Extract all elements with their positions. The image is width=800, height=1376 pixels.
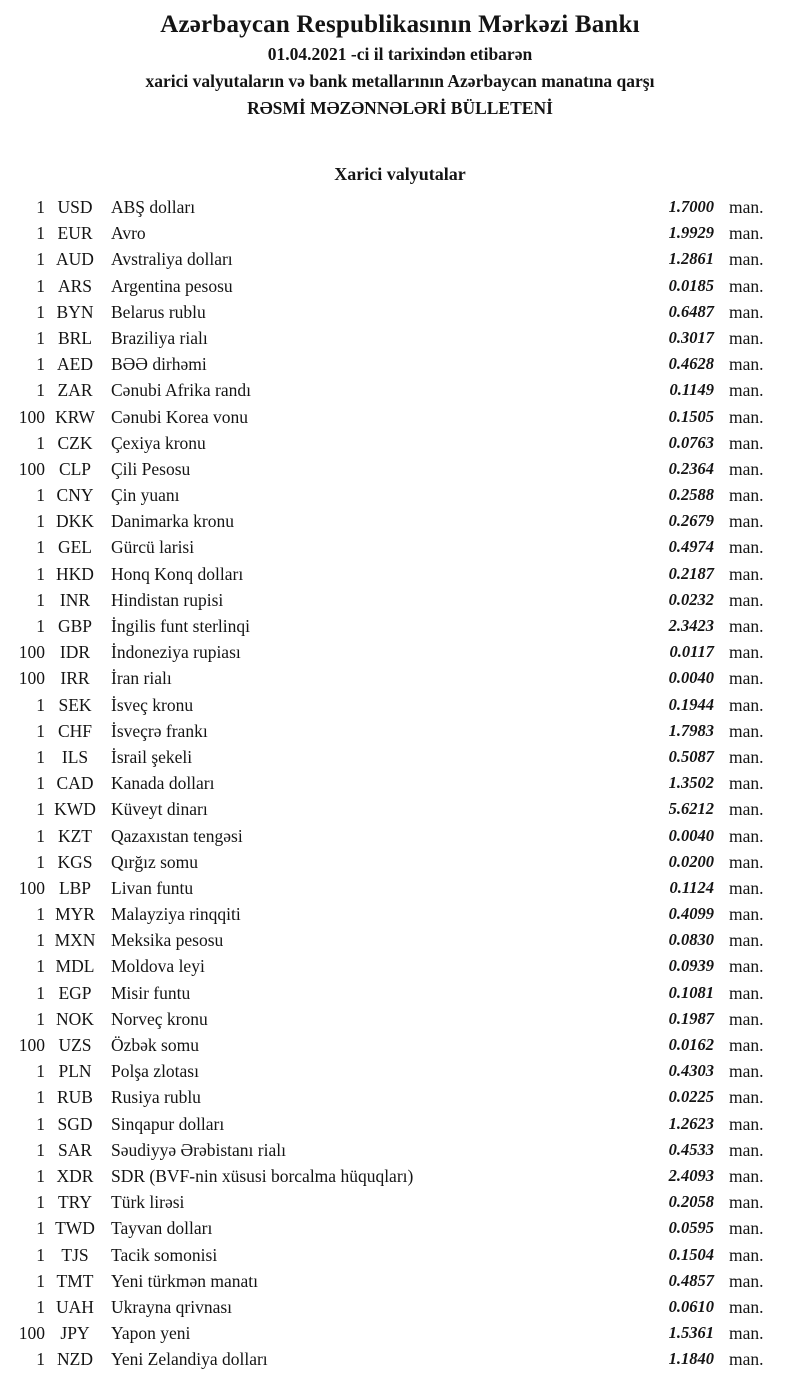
- rate-row: [0, 613, 800, 639]
- currency-name-cell: Livan funtu: [111, 877, 194, 898]
- nominal-cell: 1: [36, 1061, 45, 1082]
- rate-row: [0, 744, 800, 770]
- currency-name-cell: Qırğız somu: [111, 851, 199, 872]
- nominal-cell: 1: [36, 432, 45, 453]
- unit-cell: man.: [729, 432, 764, 453]
- rate-row: [0, 1032, 800, 1058]
- unit-cell: man.: [729, 668, 764, 689]
- nominal-cell: 100: [18, 1323, 45, 1344]
- unit-cell: man.: [729, 223, 764, 244]
- currency-code-cell: ZAR: [57, 380, 93, 401]
- currency-name-cell: Argentina pesosu: [111, 275, 233, 296]
- currency-code-cell: GBP: [57, 616, 93, 636]
- rate-value-cell: 0.0040: [668, 825, 714, 845]
- currency-name-cell: Danimarka kronu: [111, 511, 234, 532]
- currency-code-cell: KRW: [55, 406, 95, 427]
- nominal-cell: 1: [36, 1296, 45, 1317]
- rate-value-cell: 0.0117: [669, 642, 714, 662]
- rate-row: [0, 1189, 800, 1215]
- rate-value-cell: 1.2623: [668, 1113, 714, 1133]
- currency-code-cell: CAD: [56, 773, 94, 794]
- nominal-cell: 1: [36, 197, 45, 217]
- currency-name-cell: SDR (BVF-nin xüsusi borcalma hüquqları): [111, 1165, 414, 1186]
- currency-name-cell: Yapon yeni: [111, 1323, 191, 1344]
- rate-value-cell: 0.5087: [668, 746, 714, 766]
- currency-code-cell: TJS: [61, 1244, 89, 1265]
- unit-cell: man.: [729, 1244, 764, 1265]
- rate-row: [0, 1268, 800, 1294]
- rate-row: [0, 220, 800, 246]
- rate-row: [0, 1058, 800, 1084]
- rate-row: [0, 718, 800, 744]
- rate-row: [0, 1084, 800, 1110]
- currency-code-cell: TRY: [57, 1192, 93, 1213]
- currency-name-cell: Səudiyyə Ərəbistanı rialı: [111, 1139, 286, 1160]
- unit-cell: man.: [729, 249, 764, 270]
- unit-cell: man.: [729, 851, 764, 872]
- rate-row: [0, 901, 800, 927]
- nominal-cell: 1: [36, 1270, 45, 1291]
- unit-cell: man.: [729, 458, 764, 479]
- currency-code-cell: KZT: [57, 825, 93, 846]
- unit-cell: man.: [729, 1270, 764, 1291]
- rate-value-cell: 1.2861: [668, 249, 714, 269]
- rate-row: [0, 1242, 800, 1268]
- currency-name-cell: Cənubi Afrika randı: [111, 380, 251, 401]
- currency-name-cell: Cənubi Korea vonu: [111, 406, 249, 427]
- currency-code-cell: EGP: [58, 982, 92, 1003]
- currency-code-cell: ARS: [57, 275, 93, 296]
- rate-row: [0, 430, 800, 456]
- rate-value-cell: 0.1081: [668, 982, 714, 1002]
- unit-cell: man.: [729, 354, 764, 375]
- nominal-cell: 1: [36, 904, 45, 925]
- unit-cell: man.: [729, 1008, 764, 1029]
- unit-cell: man.: [729, 642, 764, 663]
- rate-row: [0, 482, 800, 508]
- currency-name-cell: Avro: [111, 223, 146, 244]
- rate-row: [0, 587, 800, 613]
- nominal-cell: 1: [36, 537, 45, 558]
- unit-cell: man.: [729, 825, 764, 846]
- unit-cell: man.: [729, 904, 764, 925]
- rate-row: [0, 692, 800, 718]
- currency-name-cell: Çili Pesosu: [111, 458, 191, 479]
- rate-value-cell: 0.2364: [668, 458, 714, 478]
- currency-code-cell: ILS: [61, 746, 89, 767]
- unit-cell: man.: [729, 720, 764, 741]
- currency-code-cell: LBP: [58, 877, 92, 898]
- currency-name-cell: Braziliya rialı: [111, 327, 208, 348]
- nominal-cell: 1: [36, 720, 45, 741]
- nominal-cell: 100: [18, 642, 45, 663]
- rate-row: [0, 1346, 800, 1372]
- unit-cell: man.: [729, 616, 764, 636]
- unit-cell: man.: [729, 877, 764, 898]
- effective-date-line: 01.04.2021 -ci il tarixindən etibarən: [267, 44, 533, 64]
- rate-value-cell: 0.1944: [668, 694, 714, 714]
- unit-cell: man.: [729, 537, 764, 558]
- nominal-cell: 100: [18, 406, 45, 427]
- rate-value-cell: 0.4628: [668, 354, 714, 374]
- currency-code-cell: EUR: [57, 223, 93, 244]
- rate-value-cell: 2.3423: [668, 616, 714, 635]
- unit-cell: man.: [729, 380, 764, 401]
- currency-code-cell: NOK: [56, 1008, 94, 1029]
- subject-line: xarici valyutaların və bank metallarının Azərbaycan manatına qarşı: [145, 71, 655, 91]
- unit-cell: man.: [729, 197, 764, 217]
- nominal-cell: 100: [18, 668, 45, 689]
- currency-name-cell: Polşa zlotası: [111, 1061, 199, 1082]
- currency-code-cell: AUD: [56, 249, 94, 270]
- nominal-cell: 100: [18, 458, 45, 479]
- currency-name-cell: Küveyt dinarı: [111, 799, 208, 820]
- currency-code-cell: MXN: [54, 930, 96, 951]
- currency-code-cell: INR: [59, 589, 91, 610]
- rate-row: [0, 299, 800, 325]
- unit-cell: man.: [729, 694, 764, 715]
- document-header: [0, 8, 800, 122]
- rate-value-cell: 1.5361: [668, 1323, 714, 1343]
- rate-row: [0, 273, 800, 299]
- nominal-cell: 1: [36, 1087, 45, 1108]
- unit-cell: man.: [729, 1061, 764, 1082]
- currency-name-cell: İngilis funt sterlinqi: [111, 616, 251, 636]
- currency-name-cell: Honq Konq dolları: [111, 563, 244, 584]
- unit-cell: man.: [729, 956, 764, 977]
- unit-cell: man.: [729, 982, 764, 1003]
- currency-name-cell: Sinqapur dolları: [111, 1113, 225, 1134]
- rate-row: [0, 325, 800, 351]
- rate-value-cell: 0.2588: [668, 485, 714, 505]
- unit-cell: man.: [729, 301, 764, 322]
- rate-row: [0, 849, 800, 875]
- currency-code-cell: SAR: [57, 1139, 93, 1160]
- nominal-cell: 1: [36, 1349, 45, 1370]
- rate-value-cell: 0.4303: [668, 1061, 714, 1081]
- unit-cell: man.: [729, 589, 764, 610]
- rate-value-cell: 0.1149: [669, 380, 714, 400]
- unit-cell: man.: [729, 1218, 764, 1239]
- page-title: Azərbaycan Respublikasının Mərkəzi Bankı: [160, 11, 640, 38]
- currency-name-cell: İsveç kronu: [111, 694, 194, 715]
- rate-row: [0, 1137, 800, 1163]
- currency-name-cell: Yeni türkmən manatı: [111, 1270, 258, 1291]
- rate-row: [0, 508, 800, 534]
- currency-code-cell: MYR: [55, 904, 95, 925]
- unit-cell: man.: [729, 1192, 764, 1213]
- rate-row: [0, 823, 800, 849]
- nominal-cell: 1: [36, 694, 45, 715]
- currency-code-cell: XDR: [56, 1165, 94, 1186]
- currency-code-cell: CHF: [57, 720, 93, 741]
- currency-code-cell: GEL: [57, 537, 93, 558]
- rate-value-cell: 0.2187: [668, 563, 714, 583]
- unit-cell: man.: [729, 1035, 764, 1055]
- rate-row: [0, 770, 800, 796]
- currency-name-cell: Misir funtu: [111, 982, 191, 1003]
- rate-value-cell: 0.0232: [668, 589, 714, 609]
- unit-cell: man.: [729, 275, 764, 296]
- section-title-foreign-currencies: Xarici valyutalar: [334, 164, 466, 184]
- currency-code-cell: IRR: [60, 668, 90, 689]
- currency-name-cell: Norveç kronu: [111, 1008, 208, 1029]
- currency-code-cell: HKD: [56, 563, 94, 584]
- unit-cell: man.: [729, 1349, 764, 1370]
- currency-name-cell: Kanada dolları: [111, 773, 215, 794]
- currency-name-cell: Tayvan dolları: [111, 1218, 213, 1239]
- unit-cell: man.: [729, 930, 764, 951]
- rate-row: [0, 1215, 800, 1241]
- rate-value-cell: 0.0939: [668, 956, 714, 976]
- unit-cell: man.: [729, 327, 764, 348]
- rate-value-cell: 0.1987: [668, 1008, 714, 1028]
- currency-name-cell: Hindistan rupisi: [111, 589, 224, 610]
- rate-value-cell: 0.0200: [668, 851, 714, 871]
- currency-code-cell: BYN: [56, 301, 94, 322]
- unit-cell: man.: [729, 1296, 764, 1317]
- rate-row: [0, 875, 800, 901]
- rate-row: [0, 1320, 800, 1346]
- currency-name-cell: Qazaxıstan tengəsi: [111, 825, 243, 846]
- unit-cell: man.: [729, 563, 764, 584]
- rate-value-cell: 0.2679: [668, 511, 714, 531]
- currency-code-cell: KGS: [57, 851, 93, 872]
- unit-cell: man.: [729, 511, 764, 532]
- currency-name-cell: İndoneziya rupiası: [111, 642, 241, 663]
- currency-name-cell: Tacik somonisi: [111, 1244, 218, 1265]
- currency-name-cell: Meksika pesosu: [111, 930, 224, 951]
- currency-code-cell: MDL: [55, 956, 95, 977]
- rate-value-cell: 2.4093: [668, 1165, 714, 1185]
- rate-row: [0, 1163, 800, 1189]
- nominal-cell: 1: [36, 485, 45, 506]
- currency-code-cell: IDR: [59, 642, 91, 663]
- unit-cell: man.: [729, 746, 764, 767]
- rate-row: [0, 1111, 800, 1137]
- rate-row: [0, 534, 800, 560]
- rate-value-cell: 1.7983: [668, 720, 714, 740]
- currency-name-cell: İran rialı: [111, 668, 172, 689]
- nominal-cell: 1: [36, 746, 45, 767]
- currency-name-cell: Malayziya rinqqiti: [111, 904, 241, 925]
- nominal-cell: 100: [18, 877, 45, 898]
- rate-row: [0, 351, 800, 377]
- rate-value-cell: 0.1504: [668, 1244, 714, 1264]
- currency-code-cell: DKK: [56, 511, 94, 532]
- nominal-cell: 1: [36, 1008, 45, 1029]
- currency-name-cell: ABŞ dolları: [111, 197, 196, 217]
- currency-code-cell: KWD: [54, 799, 96, 820]
- currency-name-cell: İsveçrə frankı: [111, 720, 208, 741]
- rate-value-cell: 1.7000: [668, 197, 714, 216]
- currency-code-cell: CZK: [57, 432, 93, 453]
- rate-value-cell: 0.0185: [668, 275, 714, 295]
- rate-row: [0, 1006, 800, 1032]
- currency-name-cell: Ukrayna qrivnası: [111, 1296, 233, 1317]
- currency-name-cell: Moldova leyi: [111, 956, 205, 977]
- unit-cell: man.: [729, 1113, 764, 1134]
- rate-row: [0, 953, 800, 979]
- rate-value-cell: 0.0763: [668, 432, 714, 452]
- nominal-cell: 1: [36, 956, 45, 977]
- currency-code-cell: AED: [57, 354, 93, 375]
- nominal-cell: 1: [36, 616, 45, 636]
- nominal-cell: 1: [36, 851, 45, 872]
- nominal-cell: 1: [36, 1192, 45, 1213]
- currency-name-cell: Gürcü larisi: [111, 537, 195, 558]
- rate-row: [0, 665, 800, 691]
- rate-row: [0, 561, 800, 587]
- nominal-cell: 1: [36, 1165, 45, 1186]
- currency-name-cell: BƏƏ dirhəmi: [111, 354, 207, 375]
- rate-value-cell: 0.4099: [668, 904, 714, 924]
- rate-value-cell: 0.4974: [668, 537, 714, 557]
- unit-cell: man.: [729, 1139, 764, 1160]
- currency-name-cell: Türk lirəsi: [111, 1192, 185, 1213]
- currency-code-cell: PLN: [58, 1061, 92, 1082]
- rate-row: [0, 377, 800, 403]
- currency-code-cell: SEK: [58, 694, 92, 715]
- unit-cell: man.: [729, 1323, 764, 1344]
- currency-name-cell: Çin yuanı: [111, 485, 180, 506]
- currency-code-cell: NZD: [57, 1349, 93, 1370]
- nominal-cell: 1: [36, 589, 45, 610]
- unit-cell: man.: [729, 406, 764, 427]
- rate-row: [0, 639, 800, 665]
- currency-code-cell: TWD: [55, 1218, 95, 1239]
- currency-code-cell: JPY: [60, 1323, 90, 1344]
- rate-value-cell: 0.4857: [668, 1270, 714, 1290]
- rate-value-cell: 0.1505: [668, 406, 714, 426]
- rate-value-cell: 0.6487: [668, 301, 714, 321]
- nominal-cell: 1: [36, 380, 45, 401]
- nominal-cell: 100: [18, 1035, 45, 1055]
- unit-cell: man.: [729, 485, 764, 506]
- currency-name-cell: Yeni Zelandiya dolları: [111, 1349, 268, 1370]
- rate-row: [0, 927, 800, 953]
- currency-name-cell: Rusiya rublu: [111, 1087, 201, 1108]
- nominal-cell: 1: [36, 511, 45, 532]
- nominal-cell: 1: [36, 327, 45, 348]
- nominal-cell: 1: [36, 301, 45, 322]
- currency-name-cell: İsrail şekeli: [111, 746, 193, 767]
- currency-code-cell: UZS: [58, 1035, 92, 1055]
- nominal-cell: 1: [36, 354, 45, 375]
- currency-name-cell: Avstraliya dolları: [111, 249, 233, 270]
- nominal-cell: 1: [36, 1218, 45, 1239]
- rate-value-cell: 0.4533: [668, 1139, 714, 1159]
- nominal-cell: 1: [36, 275, 45, 296]
- currency-code-cell: RUB: [57, 1087, 93, 1108]
- bulletin-title-line: RƏSMİ MƏZƏNNƏLƏRİ BÜLLETENİ: [247, 98, 553, 118]
- rate-row: [0, 194, 800, 220]
- rate-value-cell: 0.0830: [668, 930, 714, 950]
- currency-code-cell: BRL: [57, 327, 93, 348]
- rate-value-cell: 0.2058: [668, 1192, 714, 1212]
- rates-table: [0, 194, 800, 1372]
- rate-value-cell: 0.0595: [668, 1218, 714, 1238]
- nominal-cell: 1: [36, 1139, 45, 1160]
- currency-code-cell: CNY: [56, 485, 94, 506]
- rate-row: [0, 796, 800, 822]
- nominal-cell: 1: [36, 799, 45, 820]
- nominal-cell: 1: [36, 825, 45, 846]
- currency-code-cell: UAH: [56, 1296, 94, 1317]
- unit-cell: man.: [729, 773, 764, 794]
- unit-cell: man.: [729, 1165, 764, 1186]
- unit-cell: man.: [729, 1087, 764, 1108]
- nominal-cell: 1: [36, 930, 45, 951]
- nominal-cell: 1: [36, 249, 45, 270]
- unit-cell: man.: [729, 799, 764, 820]
- currency-code-cell: SGD: [57, 1113, 93, 1134]
- rate-value-cell: 0.1124: [669, 877, 714, 897]
- currency-name-cell: Çexiya kronu: [111, 432, 206, 453]
- currency-name-cell: Özbək somu: [111, 1035, 199, 1055]
- rate-value-cell: 1.3502: [668, 773, 714, 793]
- rate-value-cell: 0.3017: [668, 327, 714, 347]
- rate-row: [0, 456, 800, 482]
- nominal-cell: 1: [36, 1113, 45, 1134]
- nominal-cell: 1: [36, 1244, 45, 1265]
- nominal-cell: 1: [36, 773, 45, 794]
- rate-value-cell: 0.0225: [668, 1087, 714, 1107]
- currency-code-cell: USD: [57, 197, 93, 217]
- rate-row: [0, 246, 800, 272]
- currency-name-cell: Belarus rublu: [111, 301, 206, 322]
- rate-value-cell: 1.9929: [668, 223, 714, 243]
- rate-value-cell: 5.6212: [668, 799, 714, 819]
- rate-value-cell: 0.0162: [668, 1035, 714, 1054]
- currency-code-cell: CLP: [58, 458, 92, 479]
- rate-row: [0, 1294, 800, 1320]
- rate-row: [0, 980, 800, 1006]
- nominal-cell: 1: [36, 223, 45, 244]
- nominal-cell: 1: [36, 563, 45, 584]
- rate-value-cell: 1.1840: [668, 1349, 714, 1369]
- rate-row: [0, 404, 800, 430]
- currency-code-cell: TMT: [56, 1270, 94, 1291]
- nominal-cell: 1: [36, 982, 45, 1003]
- rate-value-cell: 0.0610: [668, 1296, 714, 1316]
- rate-value-cell: 0.0040: [668, 668, 714, 688]
